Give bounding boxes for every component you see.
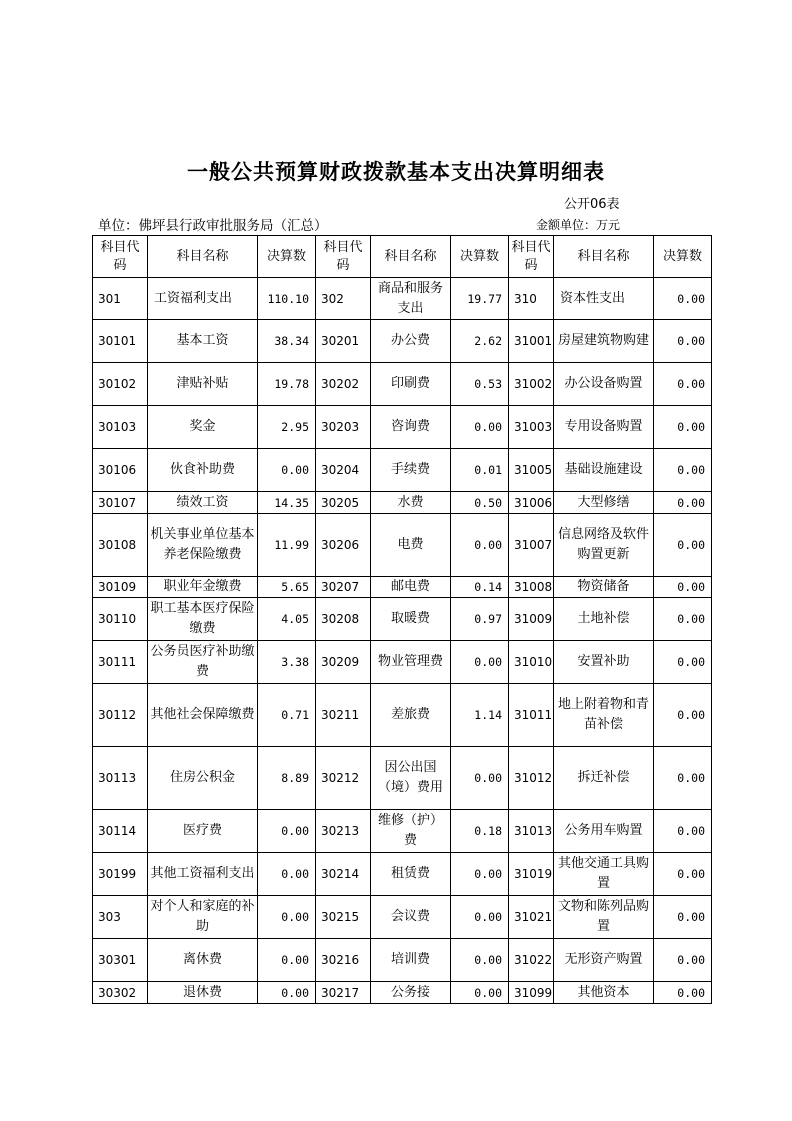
amount-cell: 0.00: [654, 982, 712, 1004]
name-cell: 绩效工资: [148, 492, 258, 514]
code-cell: 30206: [316, 514, 371, 577]
amount-cell: 0.71: [258, 684, 316, 747]
amount-cell: 0.97: [451, 598, 509, 641]
header-cell: 科目代码: [93, 236, 148, 278]
code-cell: 30217: [316, 982, 371, 1004]
code-cell: 31006: [509, 492, 554, 514]
amount-cell: 0.00: [451, 939, 509, 982]
table-row: [93, 747, 712, 810]
amount-cell: 0.00: [654, 406, 712, 449]
table-row: [93, 577, 712, 598]
code-cell: 30106: [93, 449, 148, 492]
code-cell: 31011: [509, 684, 554, 747]
amount-cell: 110.10: [258, 278, 316, 320]
name-cell: 邮电费: [371, 577, 451, 598]
header-cell: 科目名称: [554, 236, 654, 278]
table-row: [93, 449, 712, 492]
name-cell: 专用设备购置: [554, 406, 654, 449]
code-cell: 30107: [93, 492, 148, 514]
name-cell: 房屋建筑物购建: [554, 320, 654, 363]
name-cell: 职工基本医疗保险缴费: [148, 598, 258, 641]
code-cell: 31003: [509, 406, 554, 449]
name-cell: 手续费: [371, 449, 451, 492]
table-row: [93, 598, 712, 641]
name-cell: 其他资本: [554, 982, 654, 1004]
amount-cell: 0.00: [258, 896, 316, 939]
amount-cell: 0.00: [451, 514, 509, 577]
header-cell: 科目代码: [316, 236, 371, 278]
name-cell: 信息网络及软件购置更新: [554, 514, 654, 577]
name-cell: 离休费: [148, 939, 258, 982]
name-cell: 印刷费: [371, 363, 451, 406]
name-cell: 津贴补贴: [148, 363, 258, 406]
code-cell: 30212: [316, 747, 371, 810]
amount-cell: 0.00: [654, 577, 712, 598]
name-cell: 文物和陈列品购置: [554, 896, 654, 939]
amount-cell: 0.00: [654, 449, 712, 492]
table-row: [93, 514, 712, 577]
code-cell: 30112: [93, 684, 148, 747]
header-row: [93, 236, 712, 278]
name-cell: 伙食补助费: [148, 449, 258, 492]
code-cell: 31002: [509, 363, 554, 406]
code-cell: 30202: [316, 363, 371, 406]
code-cell: 30114: [93, 810, 148, 853]
unit-label: 单位：佛坪县行政审批服务局（汇总）: [98, 218, 328, 234]
name-cell: 电费: [371, 514, 451, 577]
amount-cell: 2.62: [451, 320, 509, 363]
name-cell: 培训费: [371, 939, 451, 982]
form-number: 公开06表: [564, 197, 620, 212]
header-cell: 决算数: [258, 236, 316, 278]
amount-cell: 0.00: [654, 896, 712, 939]
code-cell: 30208: [316, 598, 371, 641]
name-cell: 工资福利支出: [148, 278, 258, 320]
name-cell: 物资储备: [554, 577, 654, 598]
code-cell: 310: [509, 278, 554, 320]
code-cell: 30111: [93, 641, 148, 684]
code-cell: 30209: [316, 641, 371, 684]
amount-cell: 0.00: [258, 810, 316, 853]
code-cell: 30211: [316, 684, 371, 747]
table-row: [93, 896, 712, 939]
code-cell: 31013: [509, 810, 554, 853]
code-cell: 31099: [509, 982, 554, 1004]
amount-cell: 0.00: [654, 939, 712, 982]
code-cell: 30109: [93, 577, 148, 598]
amount-cell: 0.00: [451, 853, 509, 896]
amount-cell: 19.78: [258, 363, 316, 406]
name-cell: 基本工资: [148, 320, 258, 363]
amount-cell: 0.00: [654, 810, 712, 853]
header-cell: 科目名称: [371, 236, 451, 278]
name-cell: 无形资产购置: [554, 939, 654, 982]
amount-cell: 0.00: [258, 449, 316, 492]
code-cell: 30215: [316, 896, 371, 939]
amount-cell: 2.95: [258, 406, 316, 449]
amount-cell: 0.00: [654, 598, 712, 641]
table-row: [93, 810, 712, 853]
table-row: [93, 939, 712, 982]
code-cell: 30102: [93, 363, 148, 406]
amount-cell: 0.00: [451, 406, 509, 449]
code-cell: 30204: [316, 449, 371, 492]
table-row: [93, 406, 712, 449]
code-cell: 30301: [93, 939, 148, 982]
amount-cell: 0.00: [451, 747, 509, 810]
amount-cell: 0.00: [654, 492, 712, 514]
code-cell: 31012: [509, 747, 554, 810]
amount-cell: 0.00: [654, 641, 712, 684]
code-cell: 30207: [316, 577, 371, 598]
code-cell: 303: [93, 896, 148, 939]
code-cell: 30302: [93, 982, 148, 1004]
amount-cell: 0.00: [654, 514, 712, 577]
name-cell: 地上附着物和青苗补偿: [554, 684, 654, 747]
code-cell: 30216: [316, 939, 371, 982]
name-cell: 土地补偿: [554, 598, 654, 641]
amount-cell: 0.00: [654, 363, 712, 406]
name-cell: 资本性支出: [554, 278, 654, 320]
table-row: [93, 982, 712, 1004]
name-cell: 商品和服务支出: [371, 278, 451, 320]
code-cell: 302: [316, 278, 371, 320]
name-cell: 大型修缮: [554, 492, 654, 514]
code-cell: 30205: [316, 492, 371, 514]
amount-cell: 19.77: [451, 278, 509, 320]
amount-cell: 1.14: [451, 684, 509, 747]
name-cell: 水费: [371, 492, 451, 514]
code-cell: 31010: [509, 641, 554, 684]
amount-cell: 0.50: [451, 492, 509, 514]
amount-cell: 5.65: [258, 577, 316, 598]
name-cell: 办公费: [371, 320, 451, 363]
header-cell: 决算数: [654, 236, 712, 278]
name-cell: 基础设施建设: [554, 449, 654, 492]
amount-cell: 0.00: [451, 982, 509, 1004]
code-cell: 31022: [509, 939, 554, 982]
name-cell: 公务接: [371, 982, 451, 1004]
name-cell: 拆迁补偿: [554, 747, 654, 810]
code-cell: 30113: [93, 747, 148, 810]
amount-cell: 0.00: [451, 896, 509, 939]
code-cell: 31021: [509, 896, 554, 939]
table-row: [93, 320, 712, 363]
code-cell: 30203: [316, 406, 371, 449]
code-cell: 30201: [316, 320, 371, 363]
code-cell: 30213: [316, 810, 371, 853]
name-cell: 其他工资福利支出: [148, 853, 258, 896]
name-cell: 机关事业单位基本养老保险缴费: [148, 514, 258, 577]
name-cell: 住房公积金: [148, 747, 258, 810]
amount-cell: 38.34: [258, 320, 316, 363]
amount-cell: 3.38: [258, 641, 316, 684]
code-cell: 30110: [93, 598, 148, 641]
name-cell: 公务员医疗补助缴费: [148, 641, 258, 684]
amount-cell: 0.01: [451, 449, 509, 492]
table-row: [93, 492, 712, 514]
code-cell: 301: [93, 278, 148, 320]
amount-cell: 0.00: [451, 641, 509, 684]
name-cell: 安置补助: [554, 641, 654, 684]
code-cell: 31001: [509, 320, 554, 363]
code-cell: 30214: [316, 853, 371, 896]
code-cell: 30101: [93, 320, 148, 363]
name-cell: 物业管理费: [371, 641, 451, 684]
name-cell: 医疗费: [148, 810, 258, 853]
name-cell: 因公出国（境）费用: [371, 747, 451, 810]
name-cell: 维修（护）费: [371, 810, 451, 853]
header-cell: 决算数: [451, 236, 509, 278]
name-cell: 退休费: [148, 982, 258, 1004]
amount-cell: 0.53: [451, 363, 509, 406]
name-cell: 办公设备购置: [554, 363, 654, 406]
code-cell: 31019: [509, 853, 554, 896]
name-cell: 差旅费: [371, 684, 451, 747]
header-cell: 科目名称: [148, 236, 258, 278]
name-cell: 对个人和家庭的补助: [148, 896, 258, 939]
amount-cell: 0.18: [451, 810, 509, 853]
table-row: [93, 853, 712, 896]
name-cell: 咨询费: [371, 406, 451, 449]
amount-cell: 0.00: [258, 982, 316, 1004]
amount-cell: 8.89: [258, 747, 316, 810]
code-cell: 31008: [509, 577, 554, 598]
amount-cell: 11.99: [258, 514, 316, 577]
name-cell: 其他社会保障缴费: [148, 684, 258, 747]
name-cell: 租赁费: [371, 853, 451, 896]
name-cell: 奖金: [148, 406, 258, 449]
table-row: [93, 363, 712, 406]
amount-cell: 0.00: [258, 939, 316, 982]
header-cell: 科目代码: [509, 236, 554, 278]
budget-table: [92, 235, 712, 1004]
amount-cell: 0.00: [258, 853, 316, 896]
code-cell: 31009: [509, 598, 554, 641]
code-cell: 31005: [509, 449, 554, 492]
name-cell: 会议费: [371, 896, 451, 939]
amount-cell: 0.00: [654, 684, 712, 747]
amount-cell: 0.00: [654, 320, 712, 363]
table-row: [93, 684, 712, 747]
code-cell: 30108: [93, 514, 148, 577]
amount-cell: 0.14: [451, 577, 509, 598]
amount-cell: 14.35: [258, 492, 316, 514]
name-cell: 取暖费: [371, 598, 451, 641]
amount-cell: 0.00: [654, 747, 712, 810]
page-title: 一般公共预算财政拨款基本支出决算明细表: [187, 159, 605, 184]
amount-unit-label: 金额单位：万元: [536, 218, 621, 232]
amount-cell: 0.00: [654, 278, 712, 320]
table-row: [93, 641, 712, 684]
amount-cell: 0.00: [654, 853, 712, 896]
code-cell: 30103: [93, 406, 148, 449]
code-cell: 31007: [509, 514, 554, 577]
amount-cell: 4.05: [258, 598, 316, 641]
name-cell: 公务用车购置: [554, 810, 654, 853]
table-row: [93, 278, 712, 320]
code-cell: 30199: [93, 853, 148, 896]
name-cell: 其他交通工具购置: [554, 853, 654, 896]
name-cell: 职业年金缴费: [148, 577, 258, 598]
